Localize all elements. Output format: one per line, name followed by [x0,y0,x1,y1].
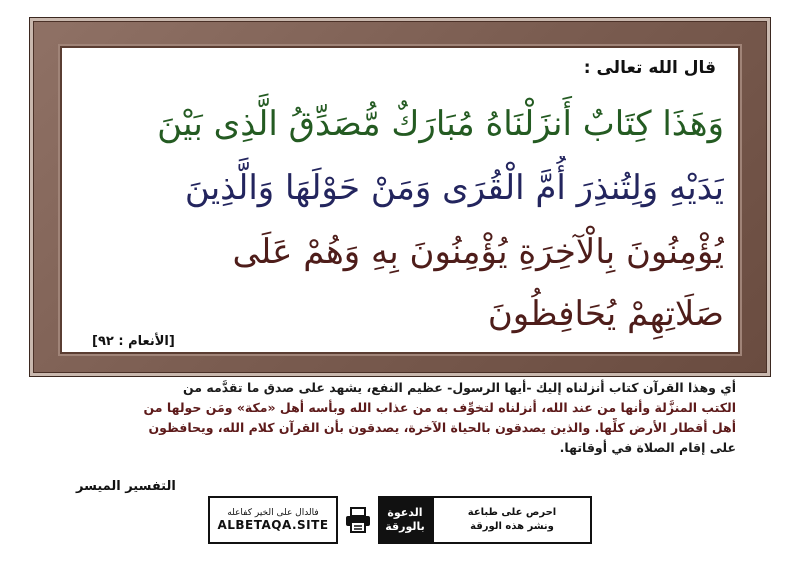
site-box[interactable] [208,496,338,544]
commentary-line-3: أهل أقطار الأرض كلِّها. والذين يصدقون بالحياة الآخرة، يصدقون بأن القرآن كلام الله، ويحافظون [148,420,736,435]
logo-text-top: الدعوة [387,506,423,519]
footer-bar [208,496,592,544]
surah-citation: [الأنعام : ٩٢] [92,334,175,349]
site-tagline: فالدال على الخير كفاعله [227,508,319,518]
logo-text-bottom: بالورقة [385,520,425,533]
printer-icon [338,496,378,544]
commentary-line-4: على إقام الصلاة في أوقاتها. [559,440,736,455]
print-note-box [432,496,592,544]
verse-line-1: وَهَذَا كِتَابٌ أَنزَلْنَاهُ مُبَارَكٌ مُّصَدِّقُ الَّذِى بَيْنَ [157,104,724,144]
verse-line-4: صَلَاتِهِمْ يُحَافِظُونَ [487,294,724,334]
tafsir-commentary [72,378,736,458]
verse-line-3: يُؤْمِنُونَ بِالْآخِرَةِ يُؤْمِنُونَ بِهِ وَهُمْ عَلَى [232,232,724,272]
verse-intro: قال الله تعالى : [583,58,716,78]
site-url[interactable]: ALBETAQA.SITE [217,518,329,532]
commentary-line-2: الكتب المنزَّلة وأنها من عند الله، أنزلناه لتخوِّف به من عذاب الله وبأسه أهل «مكة» ومَن حولها من [143,400,736,415]
print-note-line-2: ونشر هذه الورقة [470,521,554,532]
dawah-logo [378,496,432,544]
verse-line-2: يَدَيْهِ وَلِتُنذِرَ أُمَّ الْقُرَى وَمَنْ حَوْلَهَا وَالَّذِينَ [184,168,724,208]
tafsir-source: التفسير الميسر [76,479,176,494]
print-note-line-1: احرص على طباعة [467,507,557,518]
commentary-line-1: أي وهذا القرآن كتاب أنزلناه إليك -أيها الرسول- عظيم النفع، يشهد على صدق ما تقدَّمه من [183,380,736,395]
